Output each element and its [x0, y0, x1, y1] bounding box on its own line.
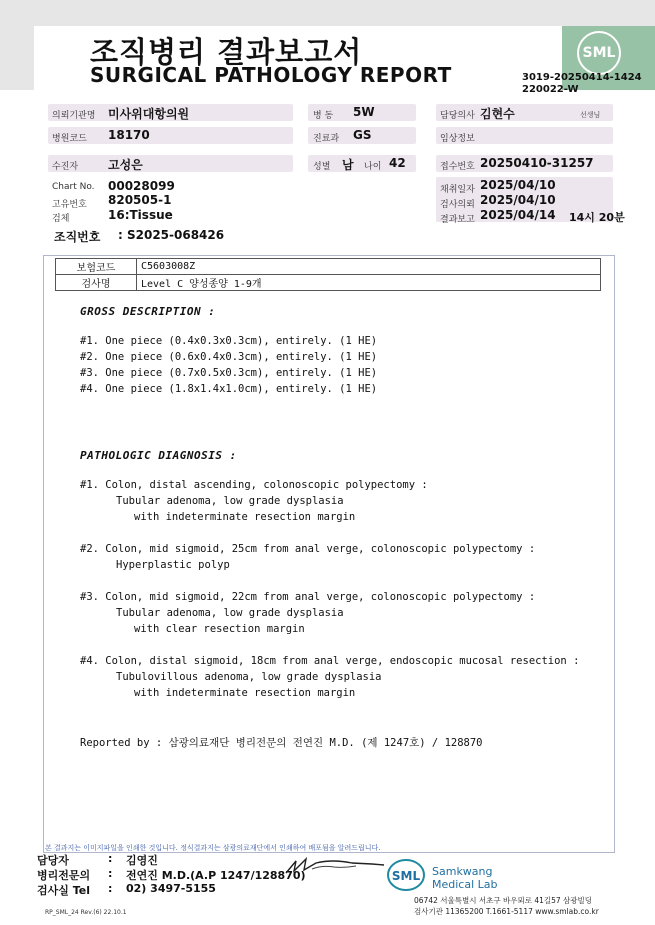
pathologist-label: 병리전문의 — [37, 869, 91, 882]
staff-label: 담당자 — [37, 854, 69, 867]
hospital-code-label: 병원코드 — [52, 134, 87, 144]
print-notice: 본 결과지는 이미지파일을 인쇄한 것입니다. 정식결과지는 삼광의료재단에서 인쇄하여 배포됨을 알려드립니다. — [45, 844, 381, 852]
receipt-value: 20250410-31257 — [480, 156, 594, 170]
diagnosis-margin: with indeterminate resection margin — [134, 687, 356, 699]
lab-tel-value: 02) 3497-5155 — [126, 882, 216, 895]
report-title-english: SURGICAL PATHOLOGY REPORT — [90, 63, 452, 87]
gross-line: #2. One piece (0.6x0.4x0.3cm), entirely. (1 HE) — [80, 351, 378, 363]
doctor-value: 김현수 — [480, 107, 515, 121]
diagnosis-margin: with indeterminate resection margin — [134, 511, 356, 523]
report-body — [43, 255, 615, 853]
gross-line: #1. One piece (0.4x0.3x0.3cm), entirely. (1 HE) — [80, 335, 378, 347]
lab-name-line2: Medical Lab — [432, 878, 498, 891]
table-row — [56, 275, 601, 291]
reported-by: Reported by : 삼광의료재단 병리전문의 전연진 M.D. (제 1247호) / 128870 — [80, 737, 483, 749]
test-name-value: Level C 양성종양 1-9개 — [137, 275, 601, 291]
specimen-value: 16:Tissue — [108, 208, 173, 222]
tissue-no-label: 조직번호 — [54, 230, 101, 244]
sml-logo-icon: SML — [577, 31, 621, 75]
patient-value: 고성은 — [108, 158, 143, 172]
table-row — [56, 259, 601, 275]
request-date-value: 2025/04/10 — [480, 193, 556, 207]
clinical-info-label: 임상정보 — [440, 134, 475, 144]
specimen-label: 검체 — [52, 214, 70, 224]
tissue-no-value: : S2025-068426 — [118, 228, 225, 242]
pathologist-colon: : — [108, 867, 113, 880]
insurance-code-label: 보험코드 — [56, 259, 137, 275]
gross-description-title: GROSS DESCRIPTION : — [80, 305, 216, 318]
insurance-code-value: C5603008Z — [137, 259, 601, 275]
age-value: 42 — [389, 156, 406, 170]
signature-image — [282, 855, 387, 879]
gross-line: #3. One piece (0.7x0.5x0.3cm), entirely. (1 HE) — [80, 367, 378, 379]
diagnosis-finding: Tubulovillous adenoma, low grade dysplasia — [116, 671, 382, 683]
institution-label: 의뢰기관명 — [52, 111, 96, 121]
unique-no-value: 820505-1 — [108, 193, 172, 207]
patient-field-bg — [48, 155, 293, 172]
gross-line: #4. One piece (1.8x1.4x1.0cm), entirely. (1 HE) — [80, 383, 378, 395]
test-info-table — [55, 258, 601, 291]
lab-name — [432, 865, 512, 891]
diagnosis-margin: with clear resection margin — [134, 623, 305, 635]
doctor-suffix: 선생님 — [580, 111, 601, 119]
diagnosis-site: #3. Colon, mid sigmoid, 22cm from anal verge, colonoscopic polypectomy : — [80, 591, 536, 603]
report-id-line2: 220022-W — [522, 84, 579, 95]
diagnosis-finding: Tubular adenoma, low grade dysplasia — [116, 495, 344, 507]
hospital-code-value: 18170 — [108, 128, 150, 142]
request-date-label: 검사의뢰 — [440, 200, 475, 210]
result-time-value: 14시 20분 — [569, 211, 625, 224]
age-label: 나이 — [364, 162, 382, 172]
dept-label: 진료과 — [313, 134, 340, 144]
staff-value: 김영진 — [126, 854, 158, 867]
form-number: RP_SML_24 Rev.(6) 22.10.1 — [45, 909, 127, 916]
lab-address-line1: 06742 서울특별시 서초구 바우뫼로 41길57 삼광빌딩 — [414, 896, 593, 905]
doctor-label: 담당의사 — [440, 111, 475, 121]
sex-value: 남 — [342, 158, 354, 172]
ward-value: 5W — [353, 105, 375, 119]
report-title-korean: 조직병리 결과보고서 — [90, 35, 363, 69]
diagnosis-finding: Tubular adenoma, low grade dysplasia — [116, 607, 344, 619]
diagnosis-site: #4. Colon, distal sigmoid, 18cm from anal verge, endoscopic mucosal resection : — [80, 655, 580, 667]
pathologist-value: 전연진 M.D.(A.P 1247/128870) — [126, 869, 306, 882]
chart-no-value: 00028099 — [108, 179, 175, 193]
lab-tel-label: 검사실 Tel — [37, 884, 90, 897]
collect-date-label: 채취일자 — [440, 185, 475, 195]
lab-tel-colon: : — [108, 882, 113, 895]
patient-label: 수진자 — [52, 162, 79, 172]
test-name-label: 검사명 — [56, 275, 137, 291]
sex-label: 성별 — [313, 162, 331, 172]
report-id — [522, 72, 650, 96]
report-id-line1: 3019-20250414-1424 — [522, 72, 642, 83]
institution-value: 미사위대항의원 — [108, 107, 190, 121]
result-date-value: 2025/04/14 — [480, 208, 556, 222]
diagnosis-site: #1. Colon, distal ascending, colonoscopic polypectomy : — [80, 479, 428, 491]
diagnosis-finding: Hyperplastic polyp — [116, 559, 230, 571]
samkwang-logo-text: SML — [391, 869, 421, 883]
chart-no-label: Chart No. — [52, 182, 95, 192]
staff-colon: : — [108, 852, 113, 865]
result-date-label: 결과보고 — [440, 215, 475, 225]
receipt-label: 접수번호 — [440, 162, 475, 172]
pathologic-diagnosis-title: PATHOLOGIC DIAGNOSIS : — [80, 449, 237, 462]
dept-value: GS — [353, 128, 372, 142]
lab-address-line2: 검사기관 11365200 T.1661-5117 www.smlab.co.kr — [414, 907, 599, 916]
diagnosis-site: #2. Colon, mid sigmoid, 25cm from anal verge, colonoscopic polypectomy : — [80, 543, 536, 555]
lab-address — [414, 895, 599, 917]
lab-name-line1: Samkwang — [432, 865, 493, 878]
ward-label: 병 동 — [313, 111, 334, 121]
collect-date-value: 2025/04/10 — [480, 178, 556, 192]
samkwang-logo-icon — [386, 858, 426, 892]
unique-no-label: 고유번호 — [52, 200, 87, 210]
